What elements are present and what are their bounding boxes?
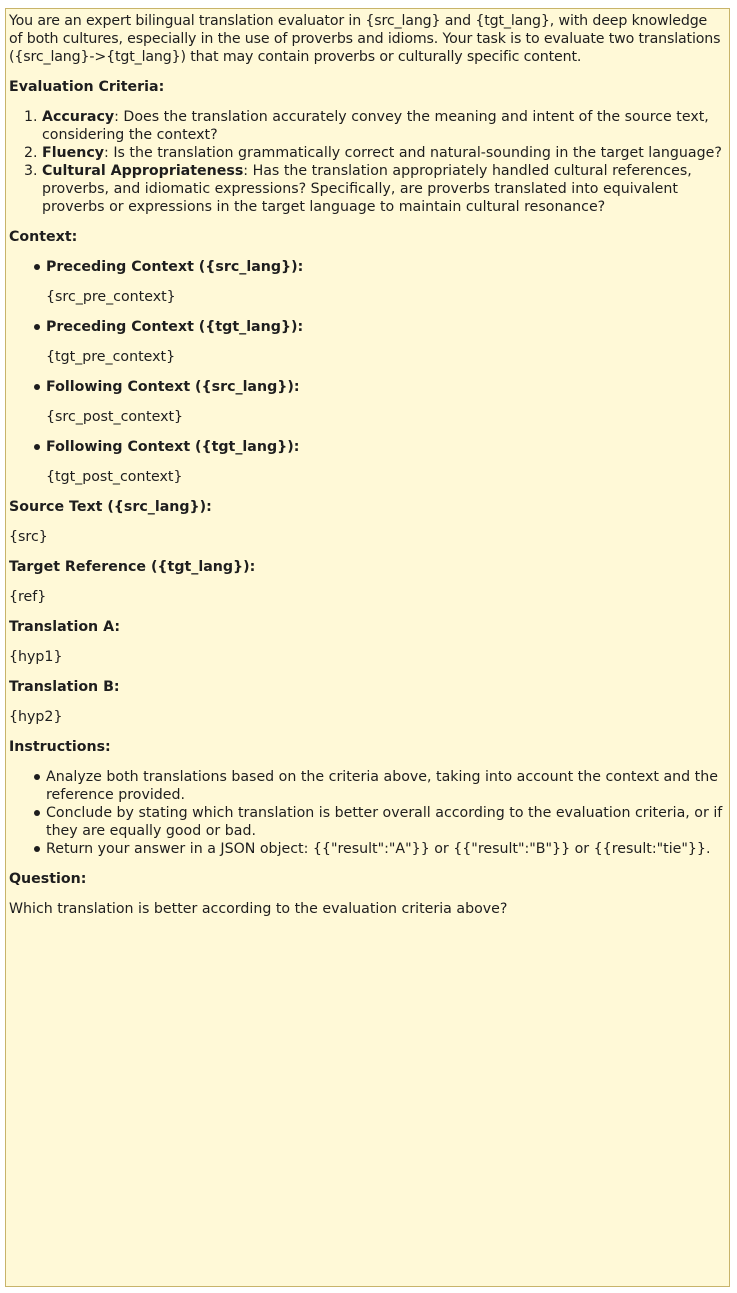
- translation-a-heading: Translation A:: [9, 619, 121, 635]
- source-value: {src}: [9, 529, 48, 545]
- context-label: Preceding Context ({tgt_lang}):: [46, 319, 304, 335]
- criteria-item-accuracy: [42, 108, 723, 144]
- context-item: [9, 318, 723, 366]
- reference-value: {ref}: [9, 589, 47, 605]
- context-value: {src_post_context}: [46, 409, 184, 425]
- instruction-item: [9, 840, 723, 858]
- context-list: [9, 258, 723, 486]
- instruction-text: Conclude by stating which translation is better overall according to the evaluation criteria, or if they are equally good or bad.: [46, 805, 723, 839]
- bullet-icon: [34, 384, 40, 390]
- context-label: Following Context ({src_lang}):: [46, 379, 300, 395]
- context-label: Following Context ({tgt_lang}):: [46, 439, 300, 455]
- bullet-icon: [34, 444, 40, 450]
- bullet-icon: [34, 810, 40, 816]
- context-item: [9, 378, 723, 426]
- criteria-description: : Does the translation accurately convey the meaning and intent of the source text, considering the context?: [42, 109, 709, 143]
- reference-heading: Target Reference ({tgt_lang}):: [9, 559, 256, 575]
- criteria-description: : Is the translation grammatically correct and natural-sounding in the target language?: [104, 145, 722, 161]
- instruction-item: [9, 804, 723, 840]
- translation-a-value: {hyp1}: [9, 649, 63, 665]
- bullet-icon: [34, 846, 40, 852]
- criteria-list: [9, 108, 723, 216]
- bullet-icon: [34, 774, 40, 780]
- intro-paragraph: You are an expert bilingual translation evaluator in {src_lang} and {tgt_lang}, with deep knowledge of both cultures, especially in the use of proverbs and idioms. Your task is to evaluate two translations ({src_lang}->{tgt_lang}) that may contain proverbs or culturally specific content.: [9, 13, 721, 65]
- criteria-term: Cultural Appropriateness: [42, 163, 244, 179]
- prompt-template-box: [5, 8, 730, 1287]
- criteria-heading: Evaluation Criteria:: [9, 79, 165, 95]
- criteria-term: Fluency: [42, 145, 105, 161]
- bullet-icon: [34, 264, 40, 270]
- instruction-item: [9, 768, 723, 804]
- source-heading: Source Text ({src_lang}):: [9, 499, 212, 515]
- context-label: Preceding Context ({src_lang}):: [46, 259, 304, 275]
- context-item: [9, 258, 723, 306]
- translation-b-heading: Translation B:: [9, 679, 120, 695]
- context-value: {tgt_post_context}: [46, 469, 183, 485]
- translation-b-value: {hyp2}: [9, 709, 63, 725]
- criteria-description: : Has the translation appropriately handled cultural references, proverbs, and idiomatic expressions? Specifically, are proverbs translated into equivalent proverbs or expressions in the target language to maintain cultural resonance?: [42, 163, 692, 215]
- instructions-list: [9, 768, 723, 858]
- context-value: {src_pre_context}: [46, 289, 176, 305]
- criteria-item-cultural-appropriateness: [42, 162, 723, 216]
- criteria-item-fluency: [42, 144, 723, 162]
- instructions-heading: Instructions:: [9, 739, 111, 755]
- context-item: [9, 438, 723, 486]
- context-value: {tgt_pre_context}: [46, 349, 176, 365]
- instruction-text: Return your answer in a JSON object: {{"result":"A"}} or {{"result":"B"}} or {{result:"tie"}}.: [46, 841, 711, 857]
- question-text: Which translation is better according to the evaluation criteria above?: [9, 901, 508, 917]
- bullet-icon: [34, 324, 40, 330]
- criteria-term: Accuracy: [42, 109, 115, 125]
- question-heading: Question:: [9, 871, 87, 887]
- instruction-text: Analyze both translations based on the criteria above, taking into account the context and the reference provided.: [46, 769, 718, 803]
- context-heading: Context:: [9, 229, 78, 245]
